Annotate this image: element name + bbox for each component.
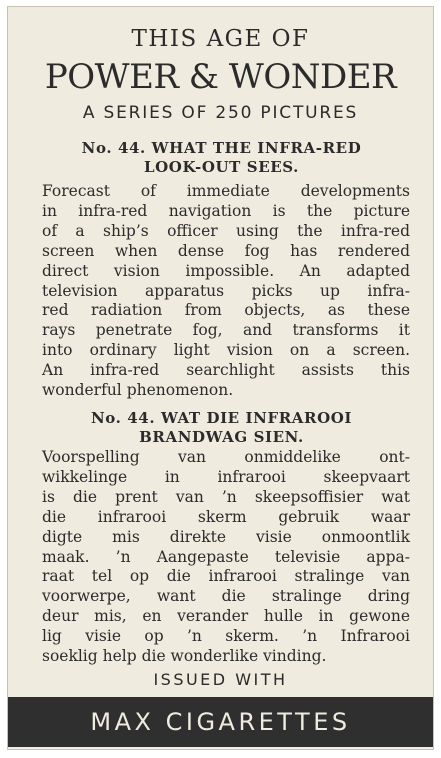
afrikaans-text-line: voorwerpe, want die stralinge dring bbox=[42, 587, 410, 606]
english-heading bbox=[22, 139, 421, 177]
english-text-line: into ordinary light vision on a screen. bbox=[42, 341, 410, 360]
afrikaans-heading-line: BRANDWAG SIEN. bbox=[139, 428, 304, 446]
series-subtitle: A SERIES OF 250 PICTURES bbox=[82, 103, 359, 123]
afrikaans-text-line: deur mis, en verander hulle in gewone bbox=[42, 607, 410, 626]
afrikaans-text-line: lig visie op ’n skerm. ’n Infrarooi bbox=[42, 627, 410, 646]
afrikaans-text-line: wikkelinge in infrarooi skeepvaart bbox=[42, 467, 410, 486]
afrikaans-text-line: maak. ’n Aangepaste televisie appa- bbox=[42, 547, 410, 566]
english-text-line: of a ship’s officer using the infra-red bbox=[42, 221, 410, 240]
afrikaans-heading-line: No. 44. WAT DIE INFRAROOI bbox=[90, 409, 353, 427]
afrikaans-text-line: is die prent van ’n skeepsoffisier wat bbox=[42, 487, 410, 506]
issued-with-label: ISSUED WITH bbox=[153, 670, 288, 689]
english-text-line: direct vision impossible. An adapted bbox=[42, 261, 410, 280]
english-text-line: television apparatus picks up infra- bbox=[42, 281, 410, 300]
english-text-line: screen when dense fog has rendered bbox=[42, 241, 410, 260]
english-text-line: wonderful phenomenon. bbox=[42, 381, 234, 400]
afrikaans-text-line: Voorspelling van onmiddelike ont- bbox=[42, 448, 410, 466]
afrikaans-text-line: soeklig help die wonderlike vinding. bbox=[42, 647, 327, 666]
series-title-main: POWER & WONDER bbox=[44, 57, 397, 97]
afrikaans-description bbox=[42, 448, 410, 667]
english-text-line: An infra-red searchlight assists this bbox=[42, 361, 410, 380]
brand-banner: MAX CIGARETTES bbox=[8, 697, 433, 747]
afrikaans-text-line: digte mis direkte visie onmoontlik bbox=[42, 527, 410, 546]
english-text-line: Forecast of immediate developments bbox=[42, 182, 410, 200]
afrikaans-text-line: raat tel op die infrarooi stralinge van bbox=[42, 567, 410, 586]
english-text-line: in infra-red navigation is the picture bbox=[42, 201, 410, 220]
afrikaans-text-line: die infrarooi skerm gebruik waar bbox=[42, 507, 410, 526]
cigarette-card bbox=[7, 6, 434, 750]
series-title-line-1: THIS AGE OF bbox=[131, 26, 310, 52]
english-heading-line: No. 44. WHAT THE INFRA-RED bbox=[81, 139, 362, 157]
afrikaans-heading bbox=[22, 409, 421, 447]
english-heading-line: LOOK-OUT SEES. bbox=[143, 158, 299, 176]
english-text-line: red radiation from objects, as these bbox=[42, 301, 410, 320]
english-text-line: rays penetrate fog, and transforms it bbox=[42, 321, 410, 340]
english-description bbox=[42, 182, 410, 401]
